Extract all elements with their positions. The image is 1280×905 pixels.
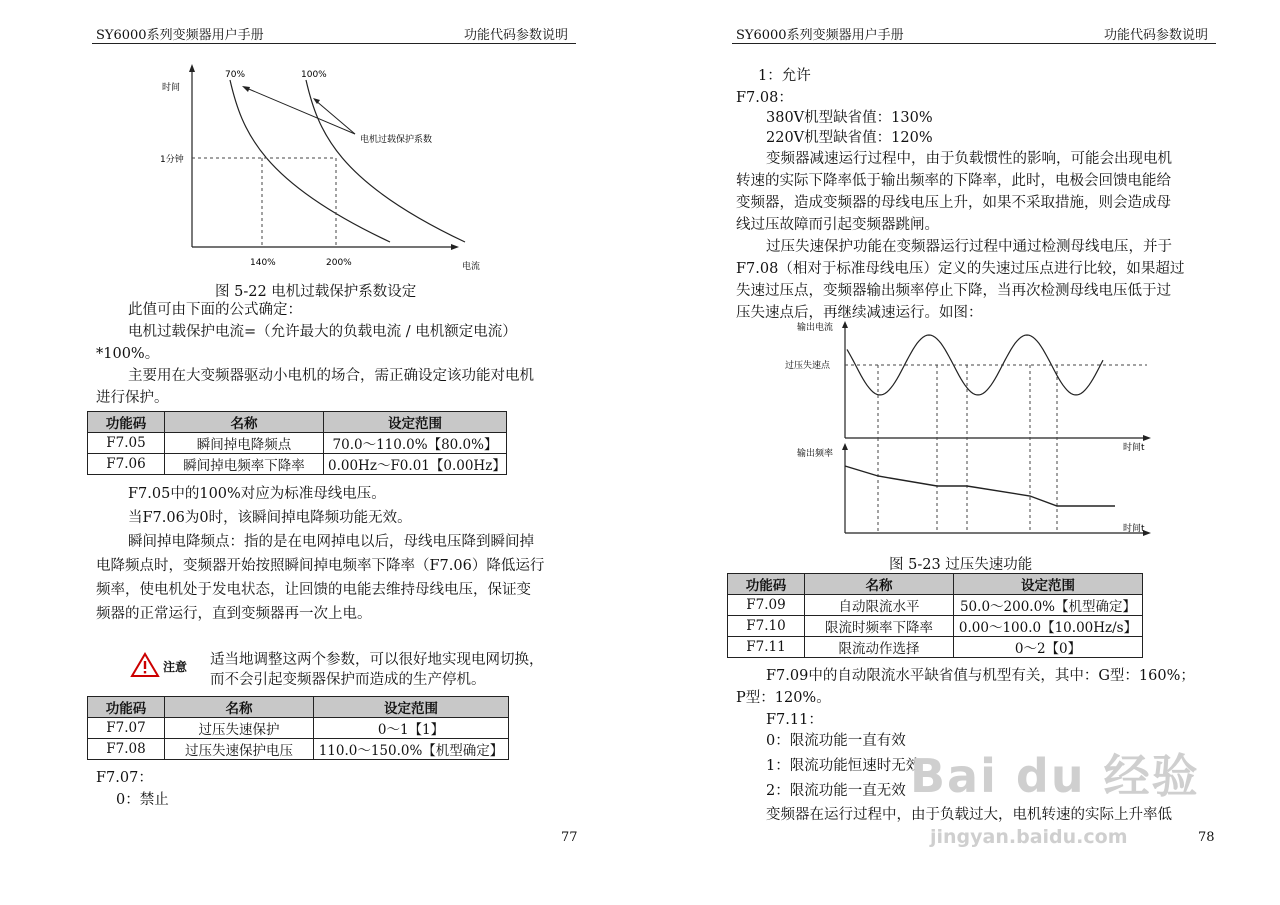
- annotation-line-2: [315, 100, 355, 134]
- left-header-section: 功能代码参数说明: [464, 28, 569, 43]
- f707-label: F7.07：: [96, 770, 153, 786]
- bottom-y-arrow: [842, 443, 848, 450]
- table-f705-f706: [87, 411, 507, 475]
- table-f707-f708: [87, 696, 509, 760]
- cell-name: 限流时频率下降率: [805, 616, 954, 637]
- left-header-title: SY6000系列变频器用户手册: [96, 28, 264, 43]
- note-f706: 当F7.06为0时，该瞬间掉电降频功能无效。: [128, 510, 412, 526]
- bottom-ylabel: 输出频率: [797, 449, 834, 459]
- caution-label: 注意: [163, 660, 188, 674]
- desc-line2: 电降频点时，变频器开始按照瞬间掉电频率下降率（F7.06）降低运行: [96, 558, 545, 574]
- right-figure-caption: 图 5-23 过压失速功能: [889, 557, 1033, 573]
- f711-option2: 2：限流功能一直无效: [766, 783, 906, 799]
- cell-name: 瞬间掉电降频点: [165, 433, 324, 454]
- table-row: [728, 637, 1143, 658]
- formula-end: *100%。: [96, 346, 160, 362]
- bottom-xlabel: 时间t: [1123, 524, 1145, 534]
- cell-code: F7.08: [88, 739, 165, 760]
- curve-100: [306, 80, 465, 242]
- annotation-line-1: [244, 87, 355, 134]
- overload-chart: [150, 62, 490, 272]
- left-figure-caption: 图 5-22 电机过载保护系数设定: [215, 284, 417, 300]
- cell-code: F7.05: [88, 433, 165, 454]
- cell-name: 过压失速保护: [165, 718, 314, 739]
- right-header-title: SY6000系列变频器用户手册: [736, 28, 904, 43]
- f711-label: F7.11：: [766, 712, 823, 728]
- col-name: 名称: [805, 574, 954, 595]
- cell-range: 0.00Hz～F0.01【0.00Hz】: [324, 454, 507, 475]
- col-code: 功能码: [728, 574, 805, 595]
- f707-option0: 0：禁止: [116, 792, 169, 808]
- top-xlabel: 时间t: [1123, 443, 1145, 453]
- y-tick-one-minute: 1分钟: [160, 155, 184, 165]
- table-row: [728, 616, 1143, 637]
- baidu-watermark-logo: Bai du 经验: [910, 749, 1200, 803]
- output-current-wave: [847, 335, 1103, 395]
- baidu-watermark-url: jingyan.baidu.com: [930, 826, 1128, 848]
- table-row: [88, 454, 507, 475]
- threshold-label: 过压失速点: [785, 361, 831, 371]
- default-220v: 220V机型缺省值：120%: [766, 130, 933, 146]
- cell-code: F7.07: [88, 718, 165, 739]
- cell-name: 自动限流水平: [805, 595, 954, 616]
- desc-line4: 频器的正常运行，直到变频器再一次上电。: [96, 606, 372, 622]
- cell-code: F7.06: [88, 454, 165, 475]
- usage-line1: 主要用在大变频器驱动小电机的场合，需正确设定该功能对电机: [128, 368, 534, 384]
- top-y-arrow: [842, 321, 848, 328]
- right-header-rule: [732, 43, 1216, 44]
- left-header-rule: [92, 43, 576, 44]
- cell-range: 0.00～100.0【10.00Hz/s】: [954, 616, 1143, 637]
- col-name: 名称: [165, 697, 314, 718]
- cell-code: F7.09: [728, 595, 805, 616]
- usage-line2: 进行保护。: [96, 390, 169, 406]
- f711-option1: 1：限流功能恒速时无效: [766, 758, 921, 774]
- formula-intro: 此值可由下面的公式确定：: [128, 302, 302, 318]
- f708-label: F7.08：: [736, 90, 793, 106]
- cell-name: 限流动作选择: [805, 637, 954, 658]
- f709-note-line2: P型：120%。: [736, 690, 831, 706]
- cell-range: 0～2【0】: [954, 637, 1143, 658]
- right-page-number: 78: [1198, 830, 1215, 845]
- col-name: 名称: [165, 412, 324, 433]
- cell-range: 70.0～110.0%【80.0%】: [324, 433, 507, 454]
- caution-line1: 适当地调整这两个参数，可以很好地实现电网切换，: [210, 652, 544, 668]
- chart-xlabel: 电流: [462, 262, 481, 272]
- decel-line1: 变频器减速运行过程中，由于负载惯性的影响，可能会出现电机: [766, 151, 1172, 167]
- cell-name: 瞬间掉电频率下降率: [165, 454, 324, 475]
- table-row: [728, 595, 1143, 616]
- f711-option0: 0：限流功能一直有效: [766, 733, 906, 749]
- col-range: 设定范围: [954, 574, 1143, 595]
- curve-label-70: 70%: [225, 70, 246, 80]
- default-380v: 380V机型缺省值：130%: [766, 110, 933, 126]
- decel-line2: 转速的实际下降率低于输出频率的下降率，此时，电极会回馈电能给: [736, 173, 1171, 189]
- table-row: [88, 739, 509, 760]
- stall-line2: F7.08（相对于标准母线电压）定义的失速过压点进行比较，如果超过: [736, 261, 1185, 277]
- cell-range: 50.0～200.0%【机型确定】: [954, 595, 1143, 616]
- col-code: 功能码: [88, 697, 165, 718]
- chart-annotation: 电机过载保护系数: [360, 135, 433, 145]
- decel-line4: 线过压故障而引起变频器跳闸。: [736, 217, 939, 233]
- desc-line3: 频率，使电机处于发电状态，让回馈的电能去维持母线电压，保证变: [96, 582, 531, 598]
- stall-line3: 失速过压点，变频器输出频率停止下降，当再次检测母线电压低于过: [736, 283, 1171, 299]
- caution-line2: 而不会引起变频器保护而造成的生产停机。: [210, 672, 486, 688]
- cell-name: 过压失速保护电压: [165, 739, 314, 760]
- stall-chart: [785, 318, 1165, 550]
- curve-70: [230, 80, 390, 242]
- table-header-row: [88, 412, 507, 433]
- left-page-number: 77: [561, 830, 578, 845]
- cell-code: F7.11: [728, 637, 805, 658]
- top-x-arrow: [1143, 435, 1151, 441]
- curve-label-100: 100%: [301, 70, 327, 80]
- y-axis-arrow: [189, 64, 195, 72]
- output-frequency-line: [845, 466, 1115, 506]
- cell-range: 0～1【1】: [314, 718, 509, 739]
- col-code: 功能码: [88, 412, 165, 433]
- stall-line4: 压失速点后，再继续减速运行。如图：: [736, 305, 983, 321]
- overload-line1: 变频器在运行过程中，由于负载过大，电机转速的实际上升率低: [766, 807, 1172, 823]
- annotation-arrow-1: [242, 86, 250, 92]
- f709-note-line1: F7.09中的自动限流水平缺省值与机型有关，其中：G型：160%；: [766, 668, 1195, 684]
- table-header-row: [728, 574, 1143, 595]
- stall-line1: 过压失速保护功能在变频器运行过程中通过检测母线电压，并于: [766, 239, 1172, 255]
- f707-option1: 1：允许: [758, 68, 811, 84]
- table-header-row: [88, 697, 509, 718]
- note-f705: F7.05中的100%对应为标准母线电压。: [128, 486, 386, 502]
- top-ylabel: 输出电流: [797, 323, 834, 333]
- cell-code: F7.10: [728, 616, 805, 637]
- table-f709-f711: [727, 573, 1143, 658]
- x-tick-140: 140%: [250, 258, 276, 268]
- col-range: 设定范围: [324, 412, 507, 433]
- decel-line3: 变频器，造成变频器的母线电压上升，如果不采取措施，则会造成母: [736, 195, 1171, 211]
- chart-ylabel: 时间: [162, 83, 181, 93]
- right-header-section: 功能代码参数说明: [1104, 28, 1209, 43]
- formula: 电机过载保护电流=（允许最大的负载电流 / 电机额定电流）: [128, 324, 517, 340]
- table-row: [88, 718, 509, 739]
- table-row: [88, 433, 507, 454]
- warning-icon: [130, 652, 160, 678]
- x-tick-200: 200%: [326, 258, 352, 268]
- x-axis-arrow: [451, 244, 459, 250]
- col-range: 设定范围: [314, 697, 509, 718]
- desc-line1: 瞬间掉电降频点：指的是在电网掉电以后，母线电压降到瞬间掉: [128, 534, 534, 550]
- cell-range: 110.0～150.0%【机型确定】: [314, 739, 509, 760]
